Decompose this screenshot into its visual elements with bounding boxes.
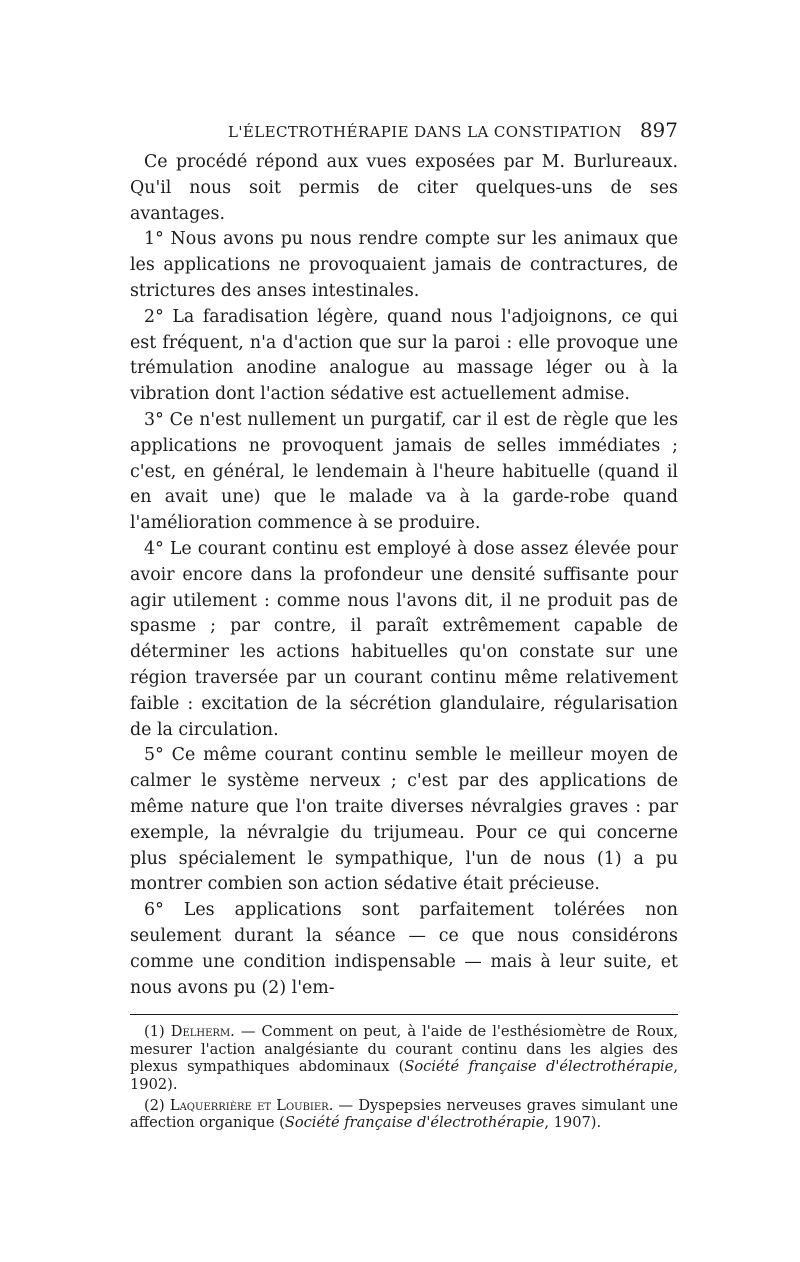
paragraph-point-5: 5° Ce même courant continu semble le meilleur moyen de calmer le système nerveux ; c'est par des applications de même nature que l'on traite diverses névralgies graves : par exemple, la névralgie du trijumeau. Pour ce qui concerne plus spécialement le sympathique, l'un de nous (1) a pu montrer combien son action sédative était précieuse. xyxy=(130,745,678,895)
footnote-marker: (1) xyxy=(144,1023,171,1041)
footnote-tail: , 1907). xyxy=(544,1114,602,1132)
paragraph-point-2: 2° La faradisation légère, quand nous l'adjoignons, ce qui est fréquent, n'a d'action que sur la paroi : elle provoque une trémulation anodine analogue au massage léger ou à la vibration dont l'action sédative est actuellement admise. xyxy=(130,306,678,405)
footnote-text: — Dyspepsies nerveuses graves simulant une affection organique ( xyxy=(130,1096,678,1132)
footnote-text: — Comment on peut, à l'aide de l'esthésiomètre de Roux, mesurer l'action analgésiante du courant continu dans les algies des plexus sympathiques abdominaux ( xyxy=(130,1023,679,1076)
footnote-tail: , 1902). xyxy=(130,1058,678,1094)
running-title: L'ÉLECTROTHÉRAPIE DANS LA CONSTIPATION xyxy=(228,123,622,141)
footnote-source: Société française d'électrothérapie xyxy=(284,1114,545,1132)
paragraph-intro: Ce procédé répond aux vues exposées par M. Burlureaux. Qu'il nous soit permis de citer quelques-uns de ses avantages. xyxy=(130,152,678,224)
footnote-divider xyxy=(130,1014,678,1015)
footnote-author: Laquerrière et Loubier. xyxy=(169,1096,334,1114)
footnote-2 xyxy=(130,1097,678,1132)
footnote-author: Delherm. xyxy=(170,1023,235,1041)
page-number: 897 xyxy=(639,118,678,142)
footnotes xyxy=(130,1023,678,1132)
running-header xyxy=(228,118,678,150)
paragraph-point-3: 3° Ce n'est nullement un purgatif, car il est de règle que les applications ne provoquent jamais de selles immédiates ; c'est, en général, le lendemain à l'heure habituelle (quand il en avait une) que le malade va à la garde-robe quand l'amélioration commence à se produire. xyxy=(130,409,678,534)
paragraph-point-4: 4° Le courant continu est employé à dose assez élevée pour avoir encore dans la profondeur une densité suffisante pour agir utilement : comme nous l'avons dit, il ne produit pas de spasme ; par contre, il paraît extrêmement capable de déterminer les actions habituelles qu'on constate sur une région traversée par un courant continu même relativement faible : excitation de la sécrétion glandulaire, régularisation de la circulation. xyxy=(130,538,678,740)
footnote-source: Société française d'électrothérapie xyxy=(404,1058,674,1076)
footnote-marker: (2) xyxy=(144,1096,170,1114)
page xyxy=(130,118,678,1135)
paragraph-point-6: 6° Les applications sont parfaitement tolérées non seulement durant la séance — ce que nous considérons comme une condition indispensable — mais à leur suite, et nous avons pu (2) l'em- xyxy=(130,900,678,998)
footnote-1 xyxy=(130,1023,678,1093)
paragraph-point-1: 1° Nous avons pu nous rendre compte sur les animaux que les applications ne provoquaient jamais de contractures, de strictures des anses intestinales. xyxy=(130,229,678,301)
body-text xyxy=(130,150,678,1001)
